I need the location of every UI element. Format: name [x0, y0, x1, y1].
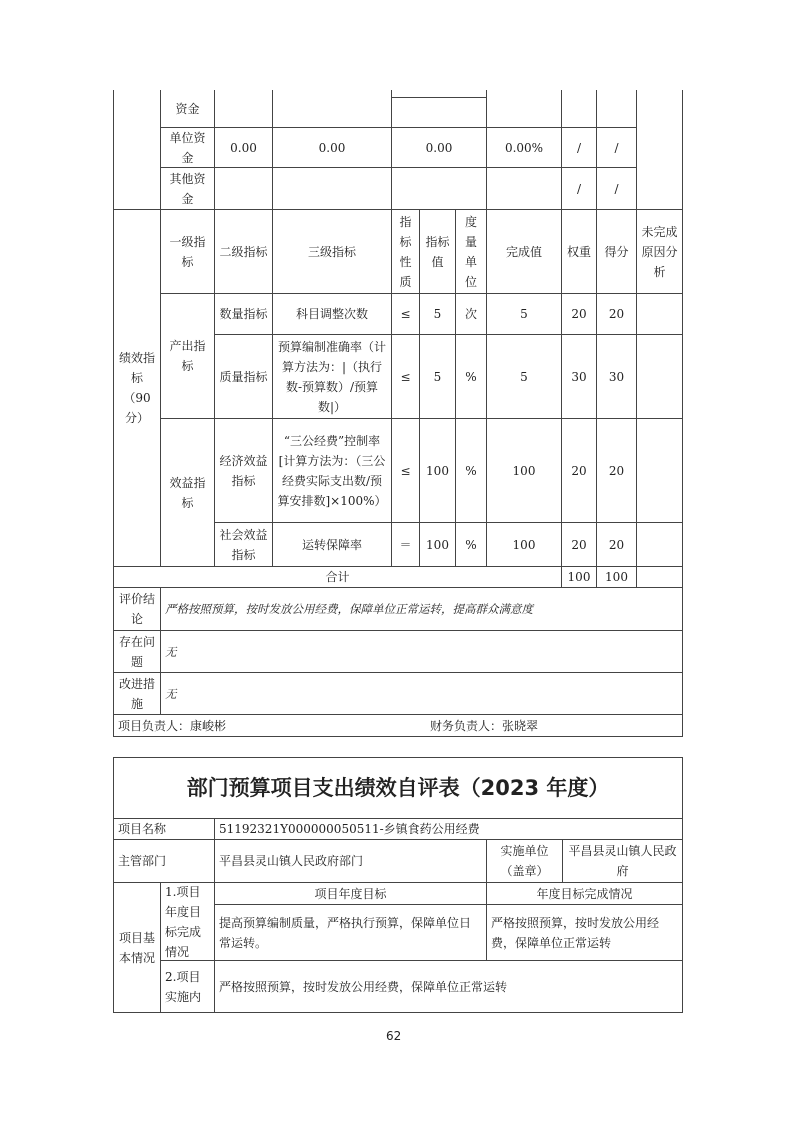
performance-score: 30	[596, 334, 637, 419]
total-weight: 100	[561, 566, 597, 588]
total-score: 100	[596, 566, 637, 588]
performance-actual: 100	[486, 522, 562, 567]
performance-level3: 运转保障率	[272, 522, 392, 567]
performance-header: 得分	[596, 209, 637, 294]
evaluation-problems: 无	[160, 630, 683, 673]
performance-header: 未完成原因分析	[636, 209, 683, 294]
funding-value: /	[596, 127, 637, 168]
performance-level2: 数量指标	[214, 293, 273, 335]
funding-label-cell	[113, 90, 161, 210]
page-number: 62	[386, 1029, 402, 1043]
performance-reason	[636, 334, 683, 419]
performance-target: 5	[419, 334, 456, 419]
performance-weight: 30	[561, 334, 597, 419]
performance-level2: 经济效益指标	[214, 418, 273, 523]
item2-label: 2.项目实施内	[160, 960, 215, 1013]
performance-unit: %	[455, 418, 487, 523]
funding-value: 0.00%	[486, 127, 562, 168]
performance-header: 度量单位	[455, 209, 487, 294]
performance-target: 100	[419, 522, 456, 567]
performance-reason	[636, 418, 683, 523]
item1-label: 1.项目年度目标完成情况	[160, 882, 215, 961]
evaluation-conclusion: 严格按照预算，按时发放公用经费，保障单位正常运转，提高群众满意度	[160, 587, 683, 631]
funding-row-label: 单位资金	[160, 127, 215, 168]
done-text: 严格按照预算，按时发放公用经费，保障单位正常运转	[486, 904, 683, 961]
funding-value: /	[561, 127, 597, 168]
performance-header: 二级指标	[214, 209, 273, 294]
project-name: 51192321Y000000050511-乡镇食药公用经费	[214, 818, 683, 840]
goal-header: 项目年度目标	[214, 882, 487, 905]
funding-value: 0.00	[272, 127, 392, 168]
level1-label: 产出指标	[160, 293, 215, 419]
performance-unit: 次	[455, 293, 487, 335]
evaluation-measures: 无	[160, 672, 683, 715]
evaluation-problems-label: 存在问题	[113, 630, 161, 673]
performance-level2: 质量指标	[214, 334, 273, 419]
dept-label: 主管部门	[113, 839, 215, 883]
cell	[272, 167, 392, 210]
performance-header: 三级指标	[272, 209, 392, 294]
done-header: 年度目标完成情况	[486, 882, 683, 905]
dept-value: 平昌县灵山镇人民政府部门	[214, 839, 487, 883]
performance-label: 绩效指标（90分）	[113, 209, 161, 567]
performance-target: 5	[419, 293, 456, 335]
performance-actual: 5	[486, 293, 562, 335]
performance-nature: ≤	[391, 418, 420, 523]
performance-header: 权重	[561, 209, 597, 294]
performance-weight: 20	[561, 293, 597, 335]
performance-level2: 社会效益指标	[214, 522, 273, 567]
project-lead: 项目负责人：康峻彬	[118, 719, 227, 733]
performance-nature: ＝	[391, 522, 420, 567]
cell	[596, 90, 637, 128]
evaluation-conclusion-label: 评价结论	[113, 587, 161, 631]
performance-nature: ≤	[391, 334, 420, 419]
form-title: 部门预算项目支出绩效自评表（2023 年度）	[113, 757, 683, 819]
performance-actual: 100	[486, 418, 562, 523]
cell	[636, 90, 683, 210]
performance-reason	[636, 293, 683, 335]
performance-level3: “三公经费”控制率[计算方法为：（三公经费实际支出数/预算安排数]×100%）	[272, 418, 392, 523]
cell	[272, 90, 392, 128]
project-name-label: 项目名称	[113, 818, 215, 840]
total-label: 合计	[113, 566, 562, 588]
performance-level3: 科目调整次数	[272, 293, 392, 335]
cell	[636, 566, 683, 588]
basic-label: 项目基本情况	[113, 882, 161, 1013]
performance-nature: ≤	[391, 293, 420, 335]
cell	[561, 90, 597, 128]
performance-weight: 20	[561, 522, 597, 567]
performance-score: 20	[596, 522, 637, 567]
cell	[391, 97, 487, 128]
performance-actual: 5	[486, 334, 562, 419]
performance-score: 20	[596, 418, 637, 523]
funding-value: 0.00	[214, 127, 273, 168]
cell	[214, 167, 273, 210]
performance-level3: 预算编制准确率（计算方法为：|（执行数-预算数）/预算数|）	[272, 334, 392, 419]
level1-label: 效益指标	[160, 418, 215, 567]
funding-value: /	[561, 167, 597, 210]
cell	[486, 167, 562, 210]
evaluation-measures-label: 改进措施	[113, 672, 161, 715]
funding-value: /	[596, 167, 637, 210]
cell	[391, 167, 487, 210]
funding-row-label: 资金	[160, 90, 215, 128]
cell	[214, 90, 273, 128]
performance-header: 指标性质	[391, 209, 420, 294]
performance-header: 一级指标	[160, 209, 215, 294]
performance-unit: %	[455, 522, 487, 567]
performance-target: 100	[419, 418, 456, 523]
finance-lead: 财务负责人：张晓翠	[430, 719, 539, 733]
item2-text: 严格按照预算，按时发放公用经费，保障单位正常运转	[214, 960, 683, 1013]
performance-unit: %	[455, 334, 487, 419]
performance-header: 指标值	[419, 209, 456, 294]
impl-value: 平昌县灵山镇人民政府	[562, 839, 683, 883]
funding-value: 0.00	[391, 127, 487, 168]
funding-row-label: 其他资金	[160, 167, 215, 210]
cell	[486, 90, 562, 128]
performance-header: 完成值	[486, 209, 562, 294]
goal-text: 提高预算编制质量，严格执行预算，保障单位日常运转。	[214, 904, 487, 961]
performance-reason	[636, 522, 683, 567]
performance-score: 20	[596, 293, 637, 335]
impl-label: 实施单位（盖章）	[486, 839, 563, 883]
performance-weight: 20	[561, 418, 597, 523]
